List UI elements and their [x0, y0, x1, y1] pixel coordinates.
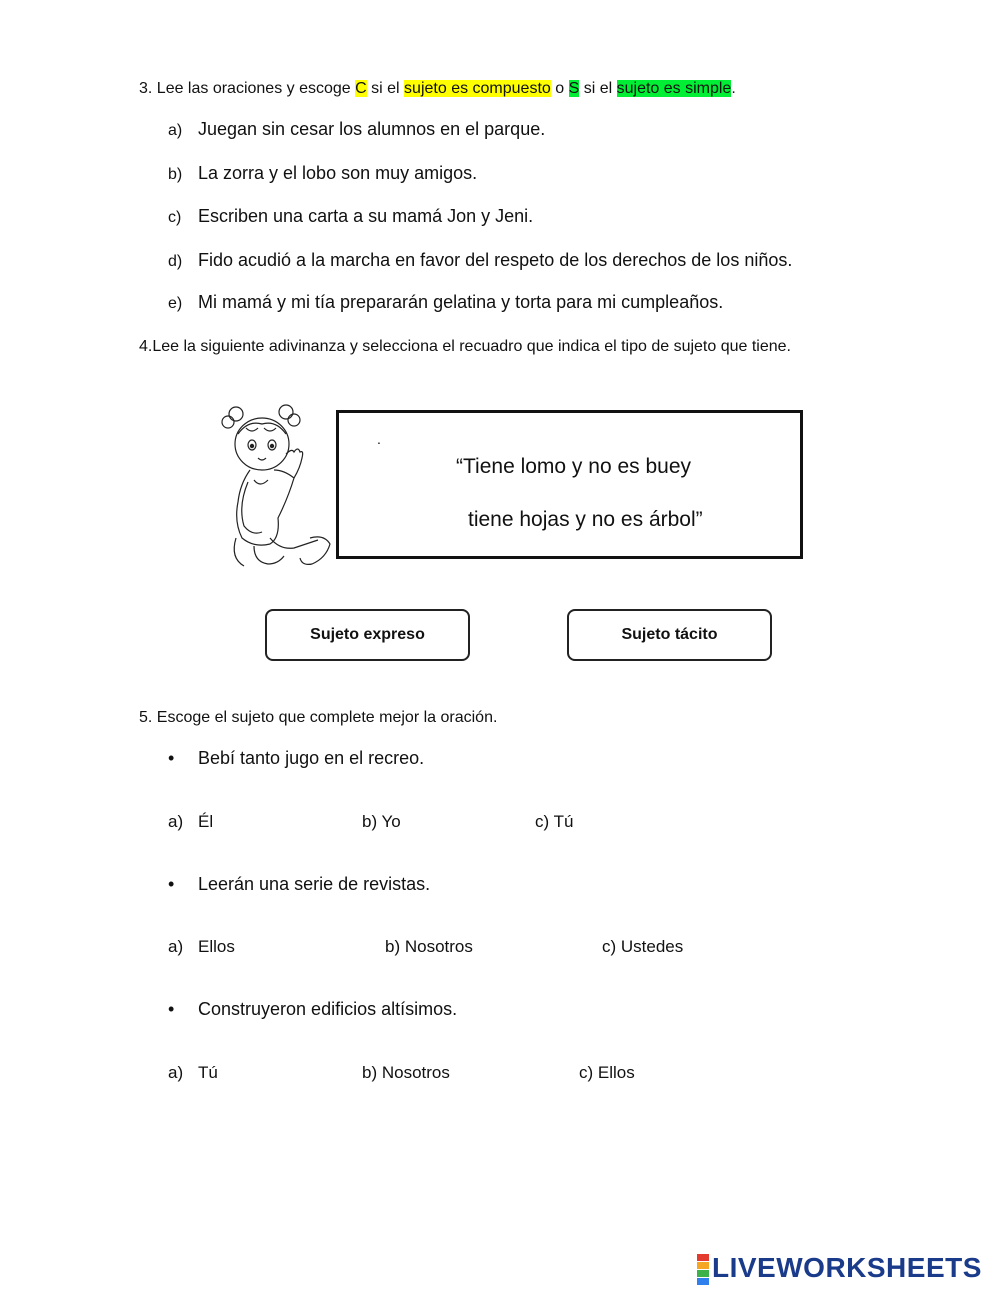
q3-item-text: Escriben una carta a su mamá Jon y Jeni. — [198, 206, 534, 226]
q3-item-text: Fido acudió a la marcha en favor del respeto de los derechos de los niños. — [198, 250, 793, 270]
option-a[interactable] — [168, 937, 235, 957]
option-c[interactable]: c) Ustedes — [602, 937, 684, 956]
liveworksheets-logo — [697, 1252, 982, 1285]
girl-hair-bow-left — [229, 407, 243, 421]
q3-item-text: La zorra y el lobo son muy amigos. — [198, 163, 478, 183]
option-b[interactable]: b) Yo — [362, 812, 401, 831]
q3-item[interactable] — [168, 250, 792, 271]
q3-item-letter: a) — [168, 122, 183, 139]
option-a-letter: a) — [168, 937, 184, 956]
q5-sentence — [168, 748, 424, 769]
logo-text: LIVEWORKSHEETS — [712, 1252, 982, 1283]
q3-item[interactable] — [168, 206, 533, 227]
q5-sentence — [168, 999, 457, 1020]
option-a[interactable] — [168, 1063, 218, 1083]
q5-sentence-text: Construyeron edificios altísimos. — [198, 999, 458, 1019]
q3-intro: 3. Lee las oraciones y escoge — [139, 80, 356, 97]
q5-sentence — [168, 874, 430, 895]
girl-illustration — [214, 398, 336, 574]
sujeto-tacito-button[interactable]: Sujeto tácito — [567, 609, 772, 661]
q3-simple: sujeto es simple — [616, 80, 732, 97]
q3-item-text: Juegan sin cesar los alumnos en el parque. — [198, 119, 546, 139]
q3-end: . — [731, 80, 736, 97]
q3-item[interactable] — [168, 292, 723, 313]
option-b[interactable]: b) Nosotros — [362, 1063, 450, 1082]
riddle-line-1: “Tiene lomo y no es buey — [456, 455, 692, 478]
option-a-text: Él — [198, 812, 214, 831]
q3-s-letter: S — [568, 80, 580, 97]
q3-item[interactable] — [168, 163, 477, 184]
q3-c-letter: C — [355, 80, 367, 97]
q3-heading — [139, 78, 736, 99]
q5-heading: 5. Escoge el sujeto que complete mejor la oración. — [139, 709, 498, 726]
q3-item-letter: d) — [168, 253, 183, 270]
q3-compuesto: sujeto es compuesto — [404, 80, 551, 97]
q5-sentence-text: Leerán una serie de revistas. — [198, 874, 431, 894]
bullet: • — [168, 999, 175, 1019]
option-c[interactable]: c) Tú — [535, 812, 574, 831]
option-a-text: Tú — [198, 1063, 218, 1082]
q5-sentence-text: Bebí tanto jugo en el recreo. — [198, 748, 425, 768]
girl-hair-bow-right — [279, 405, 293, 419]
bullet: • — [168, 748, 175, 768]
q4-heading: 4.Lee la siguiente adivinanza y selecciona el recuadro que indica el tipo de sujeto que tiene. — [139, 338, 791, 355]
q3-item-text: Mi mamá y mi tía prepararán gelatina y torta para mi cumpleaños. — [198, 292, 724, 312]
option-a-letter: a) — [168, 1063, 184, 1082]
q3-item-letter: c) — [168, 209, 182, 226]
riddle-dot: . — [377, 431, 381, 447]
q3-item-letter: e) — [168, 295, 183, 312]
sujeto-expreso-button[interactable]: Sujeto expreso — [265, 609, 470, 661]
option-b[interactable]: b) Nosotros — [385, 937, 473, 956]
q3-item-letter: b) — [168, 166, 183, 183]
girl-head — [235, 418, 289, 470]
option-c[interactable]: c) Ellos — [579, 1063, 635, 1082]
q3-mid2: o — [550, 80, 569, 97]
logo-mark-icon — [697, 1254, 709, 1285]
riddle-box — [336, 410, 803, 559]
riddle-line-2: tiene hojas y no es árbol” — [468, 508, 703, 531]
option-a-letter: a) — [168, 812, 184, 831]
option-a-text: Ellos — [198, 937, 235, 956]
q3-mid1: si el — [366, 80, 405, 97]
q3-item[interactable] — [168, 119, 545, 140]
bullet: • — [168, 874, 175, 894]
option-a[interactable] — [168, 812, 213, 832]
q3-mid3: si el — [579, 80, 617, 97]
